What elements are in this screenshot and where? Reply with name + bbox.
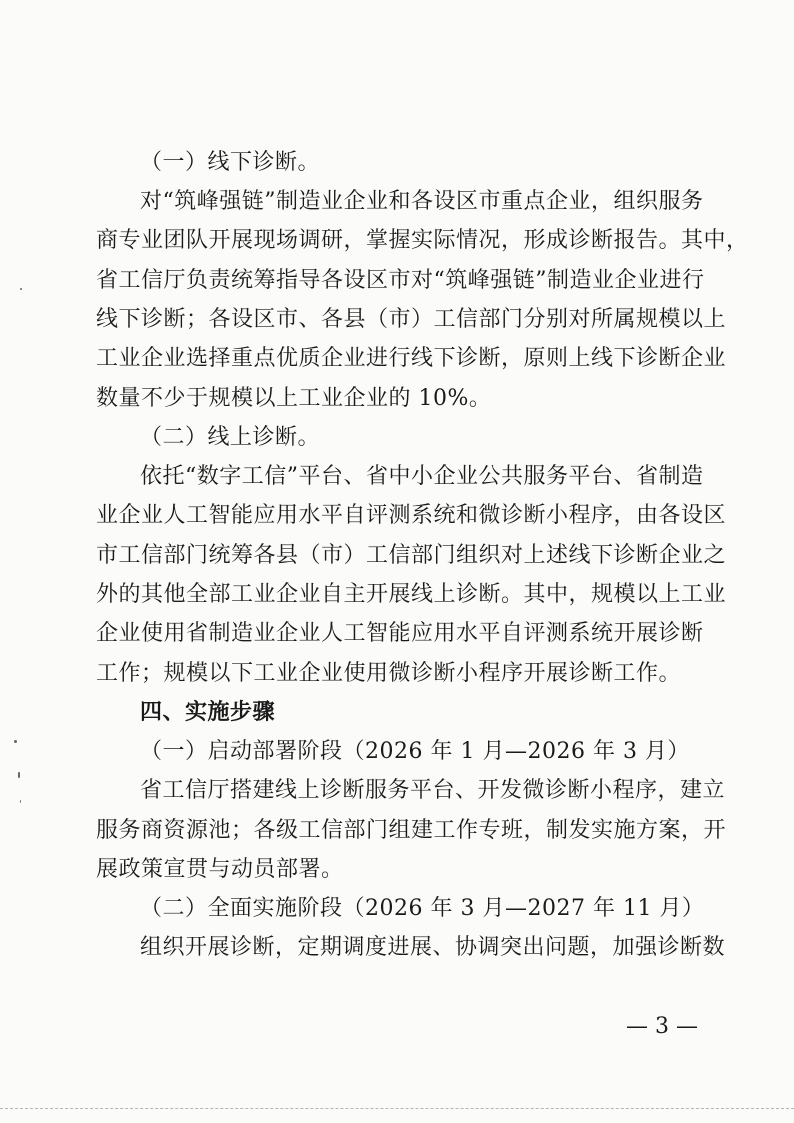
paragraph-line: 线下诊断；各设区市、各县（市）工信部门分别对所属规模以上 [96, 307, 727, 332]
paragraph-line: 外的其他全部工业企业自主开展线上诊断。其中，规模以上工业 [96, 582, 727, 607]
subheading-full-implementation-phase: （二）全面实施阶段（2026 年 3 月—2027 年 11 月） [140, 896, 705, 921]
paragraph-line: 数量不少于规模以上工业企业的 10%。 [96, 386, 492, 411]
paragraph-line: 企业使用省制造业企业人工智能应用水平自评测系统开展诊断 [96, 621, 704, 646]
paragraph-line: 服务商资源池；各级工信部门组建工作专班，制发实施方案，开 [96, 818, 727, 843]
paragraph-line: 市工信部门统筹各县（市）工信部门组织对上述线下诊断企业之 [96, 543, 727, 568]
paragraph-line: 依托“数字工信”平台、省中小企业公共服务平台、省制造 [140, 464, 704, 489]
paragraph-line: 组织开展诊断，定期调度进展、协调突出问题，加强诊断数 [140, 935, 726, 960]
scan-speck [14, 740, 17, 743]
subheading-online-diagnosis: （二）线上诊断。 [140, 425, 321, 450]
page-number: — 3 — [626, 1014, 698, 1039]
scan-edge-line [0, 1108, 794, 1110]
subheading-offline-diagnosis: （一）线下诊断。 [140, 150, 321, 175]
paragraph-line: 省工信厅搭建线上诊断服务平台、开发微诊断小程序，建立 [140, 778, 726, 803]
paragraph-line: 商专业团队开展现场调研，掌握实际情况，形成诊断报告。其中， [96, 228, 749, 253]
scan-speck [20, 800, 21, 803]
scan-speck [18, 772, 20, 778]
scan-speck [20, 288, 22, 290]
paragraph-line: 工业企业选择重点优质企业进行线下诊断，原则上线下诊断企业 [96, 346, 727, 371]
paragraph-line: 对“筑峰强链”制造业企业和各设区市重点企业，组织服务 [140, 189, 704, 214]
section-heading-implementation-steps: 四、实施步骤 [140, 700, 276, 725]
paragraph-line: 业企业人工智能应用水平自评测系统和微诊断小程序，由各设区 [96, 503, 727, 528]
paragraph-line: 省工信厅负责统筹指导各设区市对“筑峰强链”制造业企业进行 [96, 268, 705, 293]
subheading-launch-phase: （一）启动部署阶段（2026 年 1 月—2026 年 3 月） [140, 739, 690, 764]
paragraph-line: 展政策宣贯与动员部署。 [96, 857, 344, 882]
paragraph-line: 工作；规模以下工业企业使用微诊断小程序开展诊断工作。 [96, 661, 682, 686]
